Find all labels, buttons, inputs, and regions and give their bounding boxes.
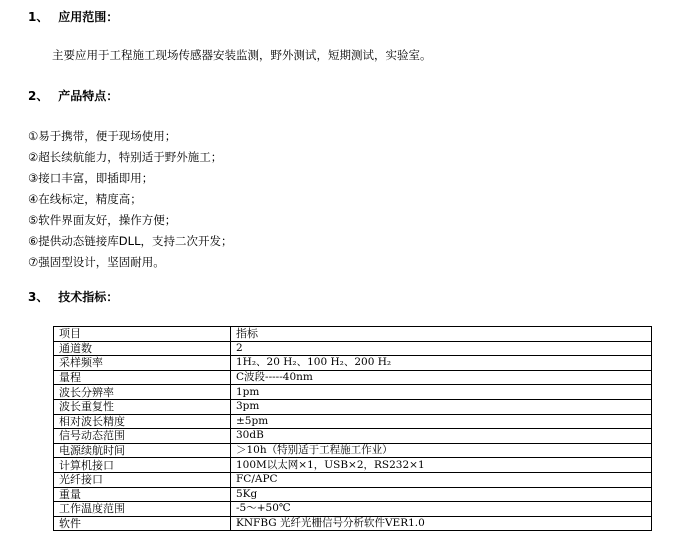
feature-item: ①易于携带，便于现场使用；: [28, 129, 177, 143]
table-row: [54, 385, 652, 400]
table-row: [54, 443, 652, 458]
section-title: 产品特点：: [58, 89, 119, 103]
section-number: 1、: [28, 10, 49, 24]
spec-item-cell: 信号动态范围: [54, 429, 231, 444]
spec-item-cell: 通道数: [54, 341, 231, 356]
table-row: [54, 341, 652, 356]
spec-value-cell: 3pm: [231, 399, 652, 414]
spec-value-cell: 5Kg: [231, 487, 652, 502]
spec-item-cell: 软件: [54, 516, 231, 531]
spec-value-cell: FC/APC: [231, 472, 652, 487]
table-header-row: [54, 327, 652, 342]
feature-list: [28, 126, 232, 273]
spec-item-cell: 电源续航时间: [54, 443, 231, 458]
spec-table: [53, 326, 652, 531]
spec-item-cell: 光纤接口: [54, 472, 231, 487]
table-row: [54, 458, 652, 473]
header-item-cell: 项目: [54, 327, 231, 342]
section-title: 技术指标：: [58, 290, 119, 304]
spec-item-cell: 重量: [54, 487, 231, 502]
spec-item-cell: 波长分辨率: [54, 385, 231, 400]
spec-value-cell: -5～+50℃: [231, 502, 652, 517]
spec-item-cell: 相对波长精度: [54, 414, 231, 429]
spec-item-cell: 采样频率: [54, 356, 231, 371]
spec-value-cell: 1H₂、20 H₂、100 H₂、200 H₂: [231, 356, 652, 371]
table-row: [54, 429, 652, 444]
spec-item-cell: 工作温度范围: [54, 502, 231, 517]
spec-value-cell: KNFBG 光纤光栅信号分析软件VER1.0: [231, 516, 652, 531]
table-row: [54, 487, 652, 502]
spec-value-cell: 100M以太网×1，USB×2，RS232×1: [231, 458, 652, 473]
table-row: [54, 516, 652, 531]
application-text: 主要应用于工程施工现场传感器安装监测，野外测试，短期测试，实验室。: [52, 48, 432, 62]
table-row: [54, 370, 652, 385]
spec-value-cell: 30dB: [231, 429, 652, 444]
section-heading-3: [28, 288, 118, 305]
spec-value-cell: ±5pm: [231, 414, 652, 429]
section-number: 3、: [28, 290, 49, 304]
section-number: 2、: [28, 89, 49, 103]
feature-item: ⑥提供动态链接库DLL，支持二次开发；: [28, 234, 233, 248]
spec-item-cell: 计算机接口: [54, 458, 231, 473]
section-title: 应用范围：: [58, 10, 119, 24]
spec-value-cell: 2: [231, 341, 652, 356]
table-row: [54, 472, 652, 487]
section-heading-2: [28, 87, 118, 104]
table-row: [54, 414, 652, 429]
feature-item: ④在线标定，精度高；: [28, 192, 142, 206]
spec-item-cell: 波长重复性: [54, 399, 231, 414]
feature-item: ②超长续航能力，特别适于野外施工；: [28, 150, 223, 164]
spec-item-cell: 量程: [54, 370, 231, 385]
feature-item: ⑦强固型设计，坚固耐用。: [28, 255, 165, 269]
header-value-cell: 指标: [231, 327, 652, 342]
table-row: [54, 399, 652, 414]
spec-value-cell: 1pm: [231, 385, 652, 400]
feature-item: ③接口丰富，即插即用；: [28, 171, 154, 185]
table-row: [54, 502, 652, 517]
section-heading-1: [28, 8, 118, 25]
table-row: [54, 356, 652, 371]
feature-item: ⑤软件界面友好，操作方便；: [28, 213, 177, 227]
spec-value-cell: C波段-----40nm: [231, 370, 652, 385]
spec-value-cell: ＞10h（特别适于工程施工作业）: [231, 443, 652, 458]
